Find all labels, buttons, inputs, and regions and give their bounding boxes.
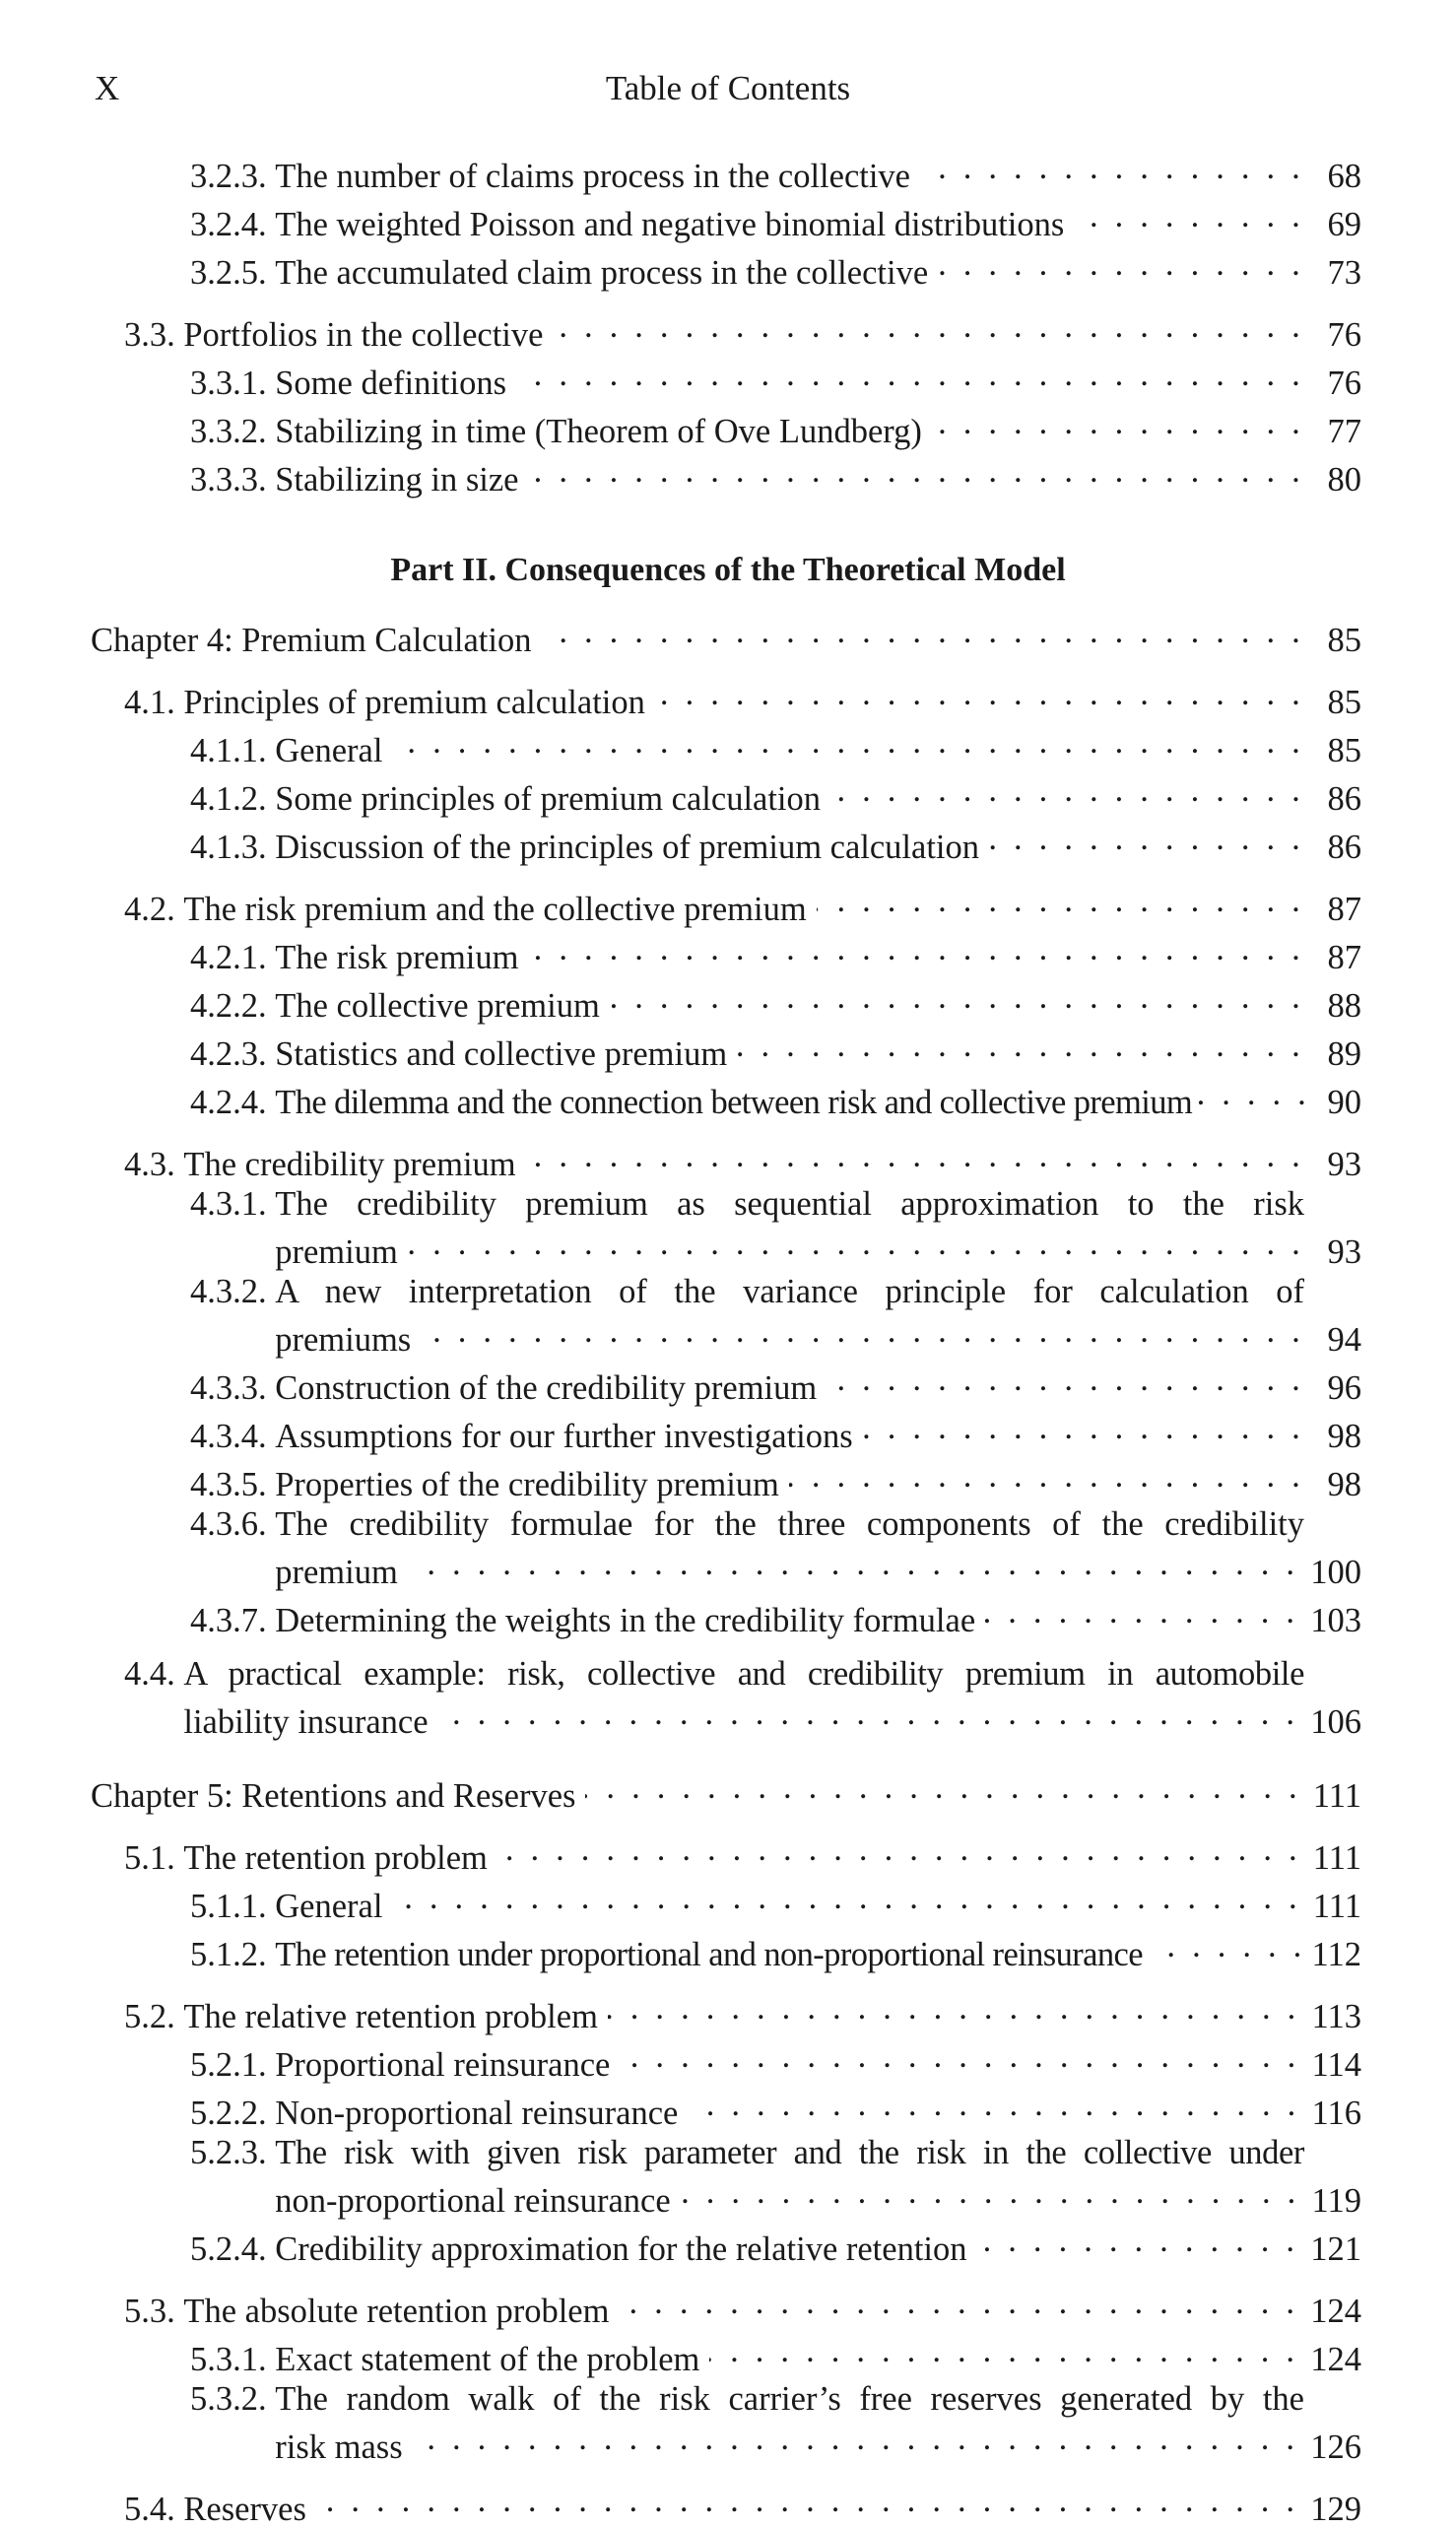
toc-entry-3-3-2 [190,403,1361,451]
entry-title: risk mass [275,2429,403,2466]
entry-page: 73 [1327,254,1361,292]
entry-page: 98 [1327,1418,1361,1455]
toc-entry-5-2-3 [190,2133,1361,2221]
entry-number: 3.2.5. [190,254,276,292]
entry-page: 121 [1310,2230,1361,2268]
dot-leader [413,2419,1299,2458]
entry-page: 106 [1310,1703,1361,1741]
dot-leader [938,244,1304,284]
entry-page: 87 [1327,939,1361,976]
dot-leader [1074,196,1304,235]
toc-entry-4-3-6 [190,1504,1361,1592]
page-number-roman: X [95,69,120,107]
entry-number: Chapter 4: [91,622,242,659]
dot-leader [516,355,1304,394]
entry-number: 5.2.4. [190,2230,276,2268]
toc-entry-4-3 [124,1136,1361,1184]
entry-title: The relative retention problem [183,1998,598,2035]
toc-entry-4-3-1 [190,1184,1361,1272]
toc-entry-3-2-4 [190,196,1361,244]
dot-leader [408,1544,1298,1583]
toc-entry-3-2-5 [190,244,1361,293]
entry-title: Discussion of the principles of premium calculation [275,829,979,866]
entry-number: 5.2.3. [190,2134,276,2171]
dot-leader [688,2085,1299,2124]
dot-leader [392,722,1304,762]
entry-number: 4.2.2. [190,987,276,1025]
part-heading: Part II. Consequences of the Theoretical Model [390,552,1066,588]
toc-entry-4-2-3 [190,1026,1361,1074]
dot-leader [438,1694,1299,1733]
entry-title: liability insurance [183,1703,429,1741]
entry-title: The dilemma and the connection between risk and collective premium [275,1084,1193,1121]
entry-number: 4.1. [124,684,184,721]
running-title: Table of Contents [605,69,851,107]
dot-leader [985,1592,1298,1631]
toc-entry-4-2-4 [190,1074,1361,1122]
entry-title: The credibility premium [183,1146,516,1183]
toc-entry-4-1-1 [190,722,1361,770]
entry-number: 4.3.1. [190,1185,276,1223]
entry-page: 69 [1327,206,1361,243]
toc-entry-4-2-2 [190,977,1361,1026]
entry-number: 4.2.3. [190,1035,276,1073]
entry-title-line: A new interpretation of the variance principle for calculation of [275,1273,1304,1310]
entry-number: 3.3.1. [190,365,276,402]
dot-leader [737,1026,1304,1065]
entry-page: 85 [1327,622,1361,659]
entry-title: The weighted Poisson and negative binomial distributions [275,206,1065,243]
dot-leader [541,612,1304,651]
entry-number: 5.2. [124,1998,184,2035]
entry-number: 3.2.3. [190,158,276,195]
dot-leader [655,674,1304,713]
entry-title: The risk premium and the collective premium [183,891,807,928]
entry-title: Principles of premium calculation [183,684,645,721]
toc-entry-5-1-1 [190,1878,1361,1926]
entry-number: 5.1.2. [190,1936,276,1973]
toc-entry-4-3-4 [190,1408,1361,1456]
entry-page: 124 [1310,2293,1361,2330]
toc-entry-4-1-2 [190,770,1361,819]
entry-page: 90 [1327,1084,1361,1121]
toc-entry-4-3-2 [190,1272,1361,1360]
toc-entry-4-3-7 [190,1592,1361,1640]
entry-title: Reserves [183,2491,306,2528]
entry-number: 4.3.6. [190,1505,276,1543]
entry-number: 4.2.4. [190,1084,276,1121]
dot-leader [528,929,1304,968]
entry-title-line: The random walk of the risk carrier’s free reserves generated by the [275,2380,1304,2418]
toc-entry-4-1-3 [190,819,1361,867]
entry-page: 89 [1327,1035,1361,1073]
entry-title: Stabilizing in size [275,461,519,499]
entry-title: Statistics and collective premium [275,1035,728,1073]
toc-entry-5-2-4 [190,2221,1361,2269]
entry-number: 4.3.2. [190,1273,276,1310]
entry-page: 86 [1327,829,1361,866]
entry-title: General [275,732,383,769]
dot-leader [620,2036,1299,2076]
dot-leader [989,819,1304,858]
dot-leader [608,1988,1300,2028]
toc-entry-5-2-2 [190,2085,1361,2133]
entry-page: 93 [1327,1233,1361,1271]
entry-page: 76 [1327,316,1361,354]
entry-title: The accumulated claim process in the collective [275,254,929,292]
dot-leader [408,1224,1304,1263]
entry-number: 4.2. [124,891,184,928]
dot-leader [528,451,1304,491]
toc-entry-3-3-3 [190,451,1361,499]
toc-entry-5-3 [124,2283,1361,2331]
toc-entry-5-4 [124,2481,1361,2529]
entry-number: 5.2.1. [190,2046,276,2084]
entry-title-line: The credibility formulae for the three components of the credibility [275,1505,1304,1543]
entry-number: 4.4. [124,1655,184,1693]
toc-chapter-4 [91,612,1361,660]
entry-number: 3.3.2. [190,413,276,450]
entry-title: Premium Calculation [241,622,532,659]
entry-title: The number of claims process in the collective [275,158,910,195]
dot-leader [920,148,1304,187]
entry-title: Properties of the credibility premium [275,1466,779,1503]
entry-page: 111 [1312,1839,1361,1877]
entry-number: 4.1.3. [190,829,276,866]
toc-chapter-5 [91,1767,1361,1816]
entry-number: 4.3.3. [190,1369,276,1407]
entry-number: 5.3. [124,2293,184,2330]
entry-title-line: A practical example: risk, collective and credibility premium in automobile [183,1655,1304,1693]
entry-title: General [275,1888,383,1925]
entry-title: The collective premium [275,987,600,1025]
dot-leader [392,1878,1300,1917]
entry-page: 86 [1327,780,1361,818]
entry-page: 96 [1327,1369,1361,1407]
entry-title: The risk premium [275,939,519,976]
entry-page: 85 [1327,732,1361,769]
toc-entry-5-1-2 [190,1926,1361,1974]
dot-leader [497,1830,1301,1869]
dot-leader [316,2481,1298,2520]
toc-entry-4-2 [124,881,1361,929]
toc-entry-3-2-3 [190,148,1361,196]
dot-leader [827,1360,1304,1399]
entry-page: 112 [1311,1936,1361,1973]
dot-leader [610,977,1304,1017]
dot-leader [977,2221,1299,2260]
entry-number: 4.3.5. [190,1466,276,1503]
entry-title: Exact statement of the problem [275,2341,700,2378]
dot-leader [681,2172,1300,2212]
entry-title: Determining the weights in the credibility formulae [275,1602,976,1639]
page-header [0,69,1456,118]
entry-title: premiums [275,1321,412,1359]
toc-entry-4-3-5 [190,1456,1361,1504]
entry-number: 3.3.3. [190,461,276,499]
entry-page: 98 [1327,1466,1361,1503]
entry-number: 4.2.1. [190,939,276,976]
entry-title: Credibility approximation for the relative retention [275,2230,967,2268]
toc-entry-3-3-1 [190,355,1361,403]
dot-leader [1198,1074,1310,1113]
entry-page: 88 [1327,987,1361,1025]
dot-leader [830,770,1304,810]
entry-title: Construction of the credibility premium [275,1369,818,1407]
dot-leader [526,1136,1304,1175]
dot-leader [789,1456,1304,1496]
toc-entry-5-2-1 [190,2036,1361,2085]
entry-page: 76 [1327,365,1361,402]
entry-number: 4.3.7. [190,1602,276,1639]
entry-page: 94 [1327,1321,1361,1359]
entry-number: 4.3.4. [190,1418,276,1455]
toc-entry-5-3-1 [190,2331,1361,2379]
toc-entry-5-2 [124,1988,1361,2036]
entry-title: Some principles of premium calculation [275,780,822,818]
entry-page: 113 [1311,1998,1361,2035]
entry-title: The retention under proportional and non-proportional reinsurance [275,1936,1143,1973]
entry-page: 100 [1310,1554,1361,1591]
entry-title: premium [275,1233,398,1271]
entry-number: 5.1.1. [190,1888,276,1925]
entry-page: 114 [1311,2046,1361,2084]
entry-page: 77 [1327,413,1361,450]
entry-title: The absolute retention problem [183,2293,610,2330]
entry-title-line: The risk with given risk parameter and the risk in the collective under [275,2134,1304,2171]
entry-page: 103 [1310,1602,1361,1639]
dot-leader [817,881,1304,920]
dot-leader [553,306,1304,346]
toc-entry-5-1 [124,1830,1361,1878]
entry-page: 87 [1327,891,1361,928]
entry-number: 5.3.1. [190,2341,276,2378]
entry-title: Retentions and Reserves [241,1777,576,1815]
table-of-contents [0,148,1456,2529]
entry-page: 126 [1310,2429,1361,2466]
entry-number: Chapter 5: [91,1777,242,1815]
entry-page: 124 [1310,2341,1361,2378]
entry-number: 3.3. [124,316,184,354]
entry-title: premium [275,1554,398,1591]
dot-leader [709,2331,1298,2370]
toc-entry-5-3-2 [190,2379,1361,2467]
entry-title: Assumptions for our further investigations [275,1418,853,1455]
entry-page: 111 [1312,1777,1361,1815]
dot-leader [619,2283,1298,2322]
entry-title: Some definitions [275,365,507,402]
dot-leader [585,1767,1300,1807]
entry-page: 68 [1327,158,1361,195]
entry-title: Proportional reinsurance [275,2046,611,2084]
toc-entry-4-1 [124,674,1361,722]
entry-title-line: The credibility premium as sequential approximation to the risk [275,1185,1304,1223]
entry-number: 4.1.2. [190,780,276,818]
entry-page: 116 [1311,2095,1361,2132]
entry-title: Non-proportional reinsurance [275,2095,679,2132]
entry-number: 5.3.2. [190,2380,276,2418]
entry-title: Portfolios in the collective [183,316,544,354]
toc-entry-4-2-1 [190,929,1361,977]
entry-title: The retention problem [183,1839,488,1877]
toc-entry-3-3 [124,306,1361,355]
entry-page: 80 [1327,461,1361,499]
entry-title: Stabilizing in time (Theorem of Ove Lundberg) [275,413,922,450]
entry-page: 119 [1311,2182,1361,2220]
toc-entry-4-3-3 [190,1360,1361,1408]
entry-number: 4.1.1. [190,732,276,769]
entry-page: 129 [1310,2491,1361,2528]
entry-page: 85 [1327,684,1361,721]
entry-page: 111 [1312,1888,1361,1925]
dot-leader [421,1311,1304,1351]
entry-number: 3.2.4. [190,206,276,243]
toc-entry-4-4 [124,1654,1361,1742]
entry-number: 4.3. [124,1146,184,1183]
entry-number: 5.2.2. [190,2095,276,2132]
dot-leader [1149,1926,1306,1965]
entry-number: 5.1. [124,1839,184,1877]
dot-leader [932,403,1304,442]
dot-leader [863,1408,1304,1447]
entry-page: 93 [1327,1146,1361,1183]
entry-number: 5.4. [124,2491,184,2528]
entry-title: non-proportional reinsurance [275,2182,671,2220]
